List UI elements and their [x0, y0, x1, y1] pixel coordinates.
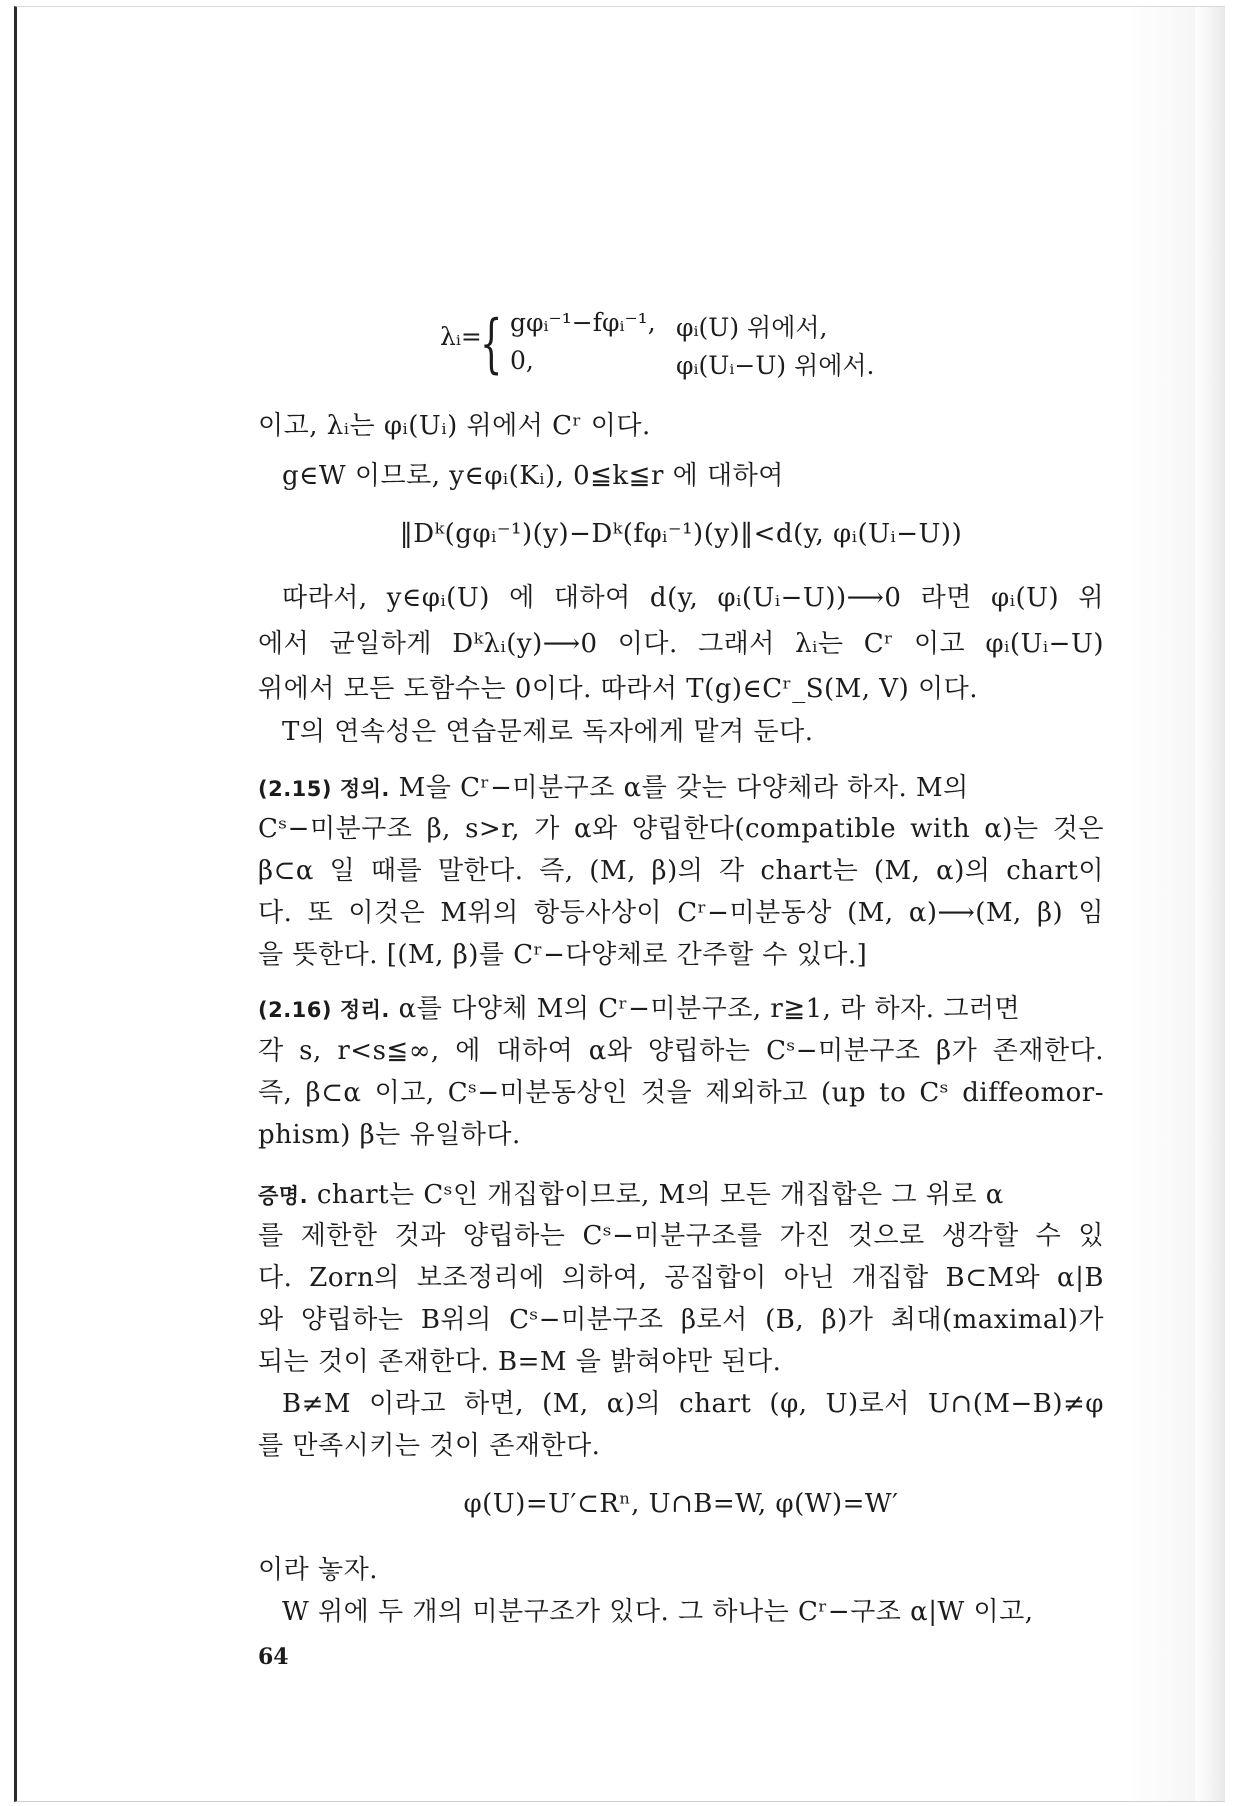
text-line: 즉, β⊂α 이고, Cˢ−미분동상인 것을 제외하고 (up to Cˢ diffeomor-: [258, 1078, 1104, 1108]
text-line: W 위에 두 개의 미분구조가 있다. 그 하나는 Cʳ−구조 α|W 이고,: [282, 1597, 1034, 1627]
text-line: 와 양립하는 B위의 Cˢ−미분구조 β로서 (B, β)가 최대(maximal)가: [258, 1305, 1104, 1335]
theorem-line: [258, 991, 1104, 1028]
text-line: phism) β는 유일하다.: [258, 1120, 521, 1150]
text-line: 위에서 모든 도함수는 0이다. 따라서 T(g)∈Cʳ_S(M, V) 이다.: [258, 674, 978, 704]
formula-case2-cond: φᵢ(Uᵢ−U) 위에서.: [676, 351, 875, 380]
text-line: 를 제한한 것과 양립하는 Cˢ−미분구조를 가진 것으로 생각할 수 있: [258, 1221, 1104, 1251]
text-line: 다. Zorn의 보조정리에 의하여, 공집합이 아닌 개집합 B⊂M와 α|B: [258, 1263, 1104, 1293]
text-line: 이라 놓자.: [258, 1555, 378, 1585]
text-line: 각 s, r<s≦∞, 에 대하여 α와 양립하는 Cˢ−미분구조 β가 존재한다.: [258, 1036, 1104, 1066]
text-line: B≠M 이라고 하면, (M, α)의 chart (φ, U)로서 U∩(M−B)≠φ: [282, 1389, 1104, 1419]
text-line: Cˢ−미분구조 β, s>r, 가 α와 양립한다(compatible with α)는 것은: [258, 814, 1104, 844]
page-edge-shadow: [1195, 7, 1225, 1801]
display-equation: φ(U)=U′⊂Rⁿ, U∩B=W, φ(W)=W′: [463, 1489, 899, 1519]
piecewise-formula: [440, 306, 940, 386]
proof-line: [258, 1177, 1104, 1214]
text-line: 다. 또 이것은 M위의 항등사상이 Cʳ−미분동상 (M, α)⟶(M, β) 임: [258, 898, 1104, 928]
page-number: 64: [258, 1644, 289, 1670]
text-line: 에서 균일하게 Dᵏλᵢ(y)⟶0 이다. 그래서 λᵢ는 Cʳ 이고 φᵢ(Uᵢ−U): [258, 629, 1104, 659]
text-line: g∈W 이므로, y∈φᵢ(Kᵢ), 0≦k≦r 에 대하여: [282, 461, 784, 491]
display-equation: ‖Dᵏ(gφᵢ⁻¹)(y)−Dᵏ(fφᵢ⁻¹)(y)‖<d(y, φᵢ(Uᵢ−U)): [399, 519, 963, 549]
formula-lhs: λᵢ=: [440, 322, 482, 351]
definition-text: M을 Cʳ−미분구조 α를 갖는 다양체라 하자. M의: [398, 773, 969, 803]
proof-text: chart는 Cˢ인 개집합이므로, M의 모든 개집합은 그 위로 α: [316, 1180, 1004, 1210]
definition-heading: (2.15) 정의.: [258, 777, 390, 801]
definition-line: [258, 770, 1104, 807]
formula-case1-cond: φᵢ(U) 위에서,: [676, 313, 828, 342]
formula-brace: {: [480, 307, 503, 381]
theorem-text: α를 다양체 M의 Cʳ−미분구조, r≧1, 라 하자. 그러면: [398, 994, 1021, 1024]
formula-case2-expr: 0,: [510, 346, 534, 375]
text-line: 를 만족시키는 것이 존재한다.: [258, 1431, 601, 1461]
proof-heading: 증명.: [258, 1184, 309, 1208]
text-line: β⊂α 일 때를 말한다. 즉, (M, β)의 각 chart는 (M, α)의 chart이: [258, 856, 1104, 886]
text-line: T의 연속성은 연습문제로 독자에게 맡겨 둔다.: [282, 717, 814, 747]
formula-case1-expr: gφᵢ⁻¹−fφᵢ⁻¹,: [510, 308, 656, 337]
text-line: 따라서, y∈φᵢ(U) 에 대하여 d(y, φᵢ(Uᵢ−U))⟶0 라면 φᵢ(U) 위: [282, 583, 1104, 613]
text-line: 을 뜻한다. [(M, β)를 Cʳ−다양체로 간주할 수 있다.]: [258, 940, 868, 970]
text-line: 이고, λᵢ는 φᵢ(Uᵢ) 위에서 Cʳ 이다.: [258, 411, 651, 441]
theorem-heading: (2.16) 정리.: [258, 998, 390, 1022]
text-line: 되는 것이 존재한다. B=M 을 밝혀야만 된다.: [258, 1347, 782, 1377]
